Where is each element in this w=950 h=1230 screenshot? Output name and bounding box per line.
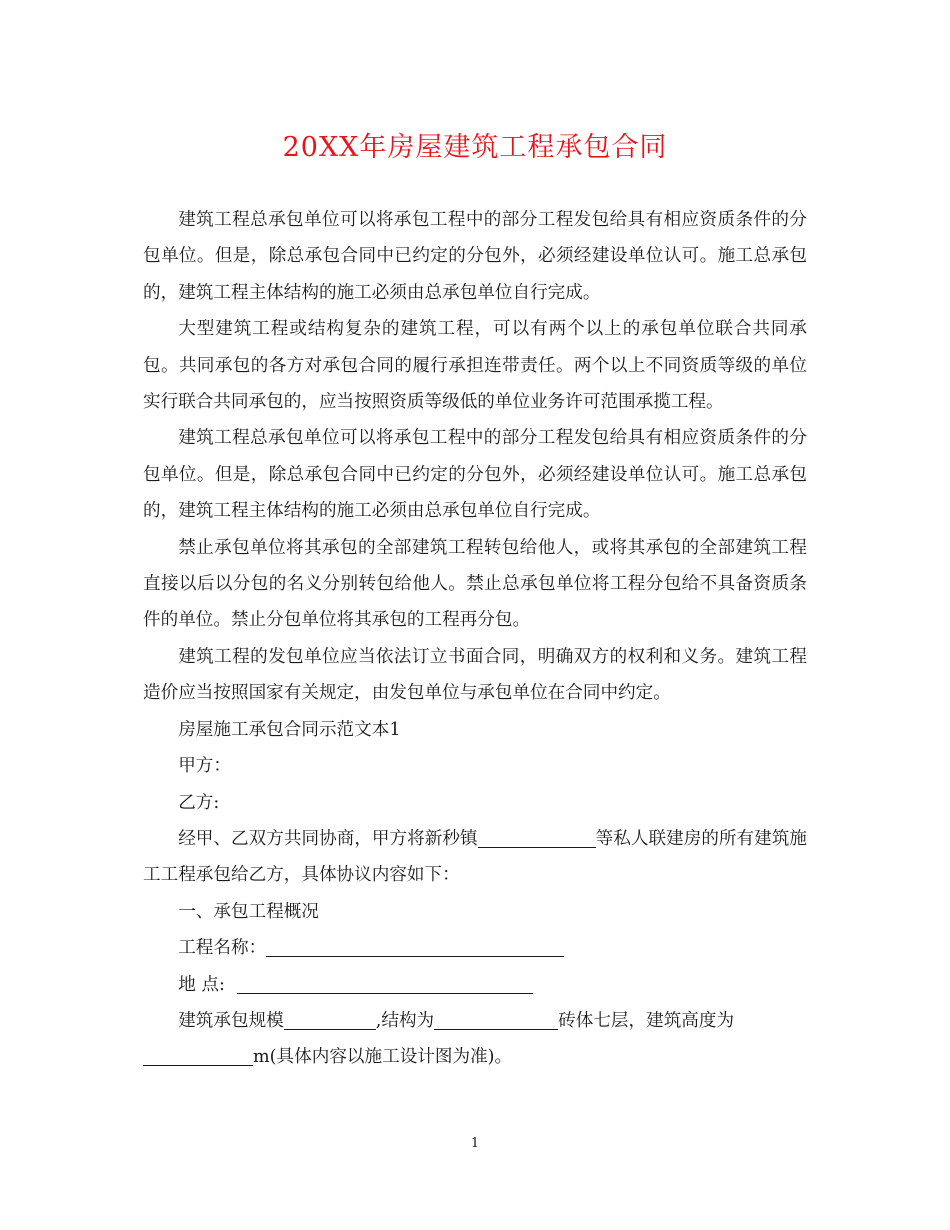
height-label: 砖体七层，建筑高度为 [558,1010,735,1031]
location-blank-field[interactable] [237,974,533,994]
paragraph: 禁止承包单位将其承包的全部建筑工程转包给他人，或将其承包的全部建筑工程直接以后以分包的名义分别转包给他人。禁止总承包单位将工程分包给不具备资质条件的单位。禁止分包单位将其承包的工程再分包。 [143,537,807,631]
agreement-text-1: 经甲、乙双方共同协商，甲方将新秒镇 [178,828,478,849]
section-heading: 一、承包工程概况 [178,901,319,922]
paragraph: 建筑工程总承包单位可以将承包工程中的部分工程发包给具有相应资质条件的分包单位。但是，除总承包合同中已约定的分包外，必须经建设单位认可。施工总承包的，建筑工程主体结构的施工必须由总承包单位自行完成。 [143,210,807,303]
sample-title: 房屋施工承包合同示范文本1 [178,719,401,740]
party-a-label: 甲方： [178,756,231,777]
document-body [143,202,807,1076]
height-row [143,1039,807,1075]
agreement-paragraph [143,821,807,894]
scale-label: 建筑承包规模 [178,1010,284,1031]
project-name-row [143,930,807,966]
scale-blank-field[interactable] [284,1010,376,1030]
height-unit-note: m(具体内容以施工设计图为准)。 [253,1047,513,1068]
party-b-label: 乙方: [178,792,220,813]
town-blank-field[interactable] [478,828,596,848]
paragraph: 建筑工程总承包单位可以将承包工程中的部分工程发包给具有相应资质条件的分包单位。但是，除总承包合同中已约定的分包外，必须经建设单位认可。施工总承包的，建筑工程主体结构的施工必须由总承包单位自行完成。 [143,428,807,522]
scale-row [143,1003,807,1039]
agreement-text-2: 等私人联建房的所有建筑施工工程承包给乙方，具体协议内容如下： [143,828,807,886]
project-name-label: 工程名称： [178,938,267,959]
structure-blank-field[interactable] [434,1010,558,1030]
paragraph: 大型建筑工程或结构复杂的建筑工程，可以有两个以上的承包单位联合共同承包。共同承包的各方对承包合同的履行承担连带责任。两个以上不同资质等级的单位实行联合共同承包的，应当按照资质等级低的单位业务许可范围承揽工程。 [143,319,807,413]
page-number: 1 [470,1136,480,1151]
location-label: 地 点: [178,974,225,995]
paragraph: 建筑工程的发包单位应当依法订立书面合同，明确双方的权利和义务。建筑工程造价应当按照国家有关规定，由发包单位与承包单位在合同中约定。 [143,646,807,704]
location-row [143,967,807,1003]
document-title: 20XX年房屋建筑工程承包合同 [282,132,668,163]
structure-label: ,结构为 [375,1010,435,1031]
project-name-blank-field[interactable] [266,937,564,957]
height-blank-field[interactable] [143,1046,253,1066]
